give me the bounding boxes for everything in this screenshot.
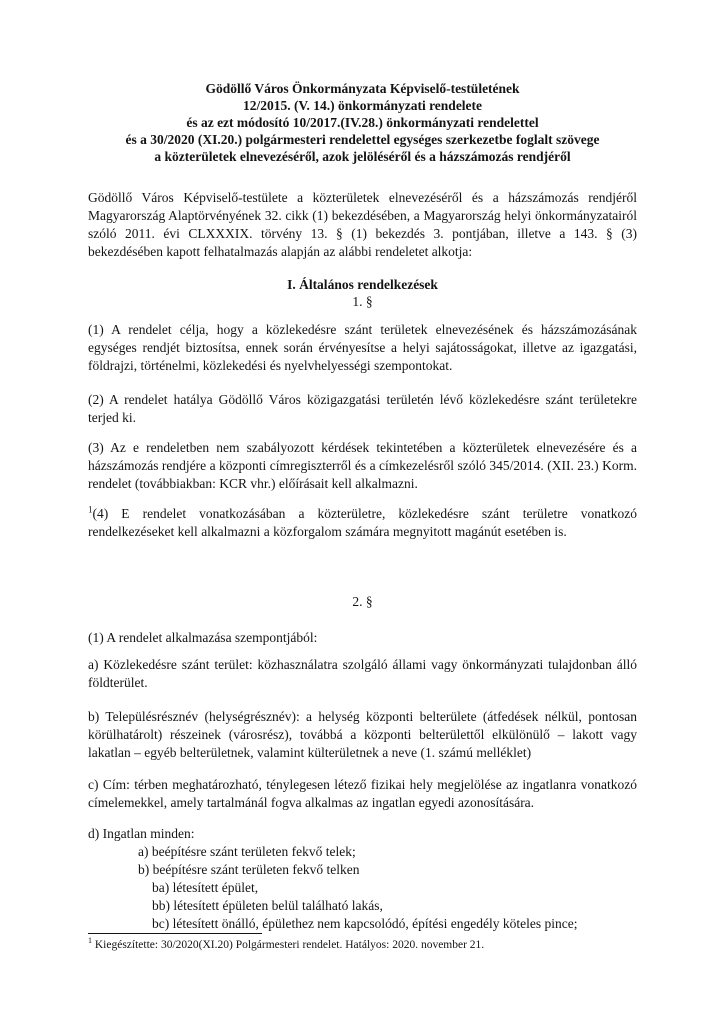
title-line-5: a közterületek elnevezéséről, azok jelöléséről és a házszámozás rendjéről xyxy=(154,149,571,164)
title-line-4: és a 30/2020 (XI.20.) polgármesteri rendelettel egységes szerkezetbe foglalt szövege xyxy=(125,132,600,147)
definition-d-sublist xyxy=(88,843,637,933)
title-line-2: 12/2015. (V. 14.) önkormányzati rendelete xyxy=(242,98,483,113)
footnote-marker: 1 xyxy=(88,936,92,946)
paragraph-1-2: (2) A rendelet hatálya Gödöllő Város közigazgatási területén lévő közlekedésre szánt területekre terjed ki. xyxy=(88,392,637,425)
definition-a: a) Közlekedésre szánt terület: közhasználatra szolgáló állami vagy önkormányzati tulajdonban álló földterület. xyxy=(88,657,637,690)
section-2-number: 2. § xyxy=(352,594,373,609)
sublist-item-b: b) beépítésre szánt területen fekvő telken xyxy=(138,862,360,877)
footnote-divider xyxy=(88,933,262,934)
paragraph-2-intro: (1) A rendelet alkalmazása szempontjából: xyxy=(88,630,318,645)
footnote-body: Kiegészítette: 30/2020(XI.20) Polgármesteri rendelet. Hatályos: 2020. november 21. xyxy=(92,939,485,951)
paragraph-1-4 xyxy=(88,505,637,541)
sublist-item-a: a) beépítésre szánt területen fekvő telek; xyxy=(138,844,356,859)
title-block xyxy=(88,80,637,165)
title-line-3: és az ezt módosító 10/2017.(IV.28.) önkormányzati rendelettel xyxy=(186,115,539,130)
footnote-text xyxy=(88,938,637,953)
title-line-1: Gödöllő Város Önkormányzata Képviselő-testületének xyxy=(205,81,520,96)
definition-b: b) Településrésznév (helységrésznév): a helység központi belterülete (átfedések nélkül, pontosan körülhatárolt) részeinek (városrész), továbbá a központi belterülettől elkülönülő – lakott vagy lakatlan – egyéb belterületnek, valamint külterületnek a neve (1. számú melléklet) xyxy=(88,709,637,760)
section-1-number: 1. § xyxy=(352,294,373,309)
footnote-ref-marker: 1 xyxy=(88,504,93,515)
paragraph-1-1: (1) A rendelet célja, hogy a közlekedésre szánt területek elnevezésének és házszámozásának egységes rendjét biztosítsa, ennek során érvényesítse a helyi sajátosságokat, illetve az igazgatási, földrajzi, történelmi, közlekedési és nyelvhelyességi szempontokat. xyxy=(88,322,637,373)
paragraph-1-3: (3) Az e rendeletben nem szabályozott kérdések tekintetében a közterületek elnevezésére és a házszámozás rendjére a központi címregiszterről és a címkezelésről szóló 345/2014. (XII. 23.) Korm. rendelet (továbbiakban: KCR vhr.) előírásait kell alkalmazni. xyxy=(88,440,637,491)
preamble-paragraph: Gödöllő Város Képviselő-testülete a közterületek elnevezéséről és a házszámozás rendjéről Magyarország Alaptörvényének 32. cikk (1) bekezdésében, a Magyarország helyi önkormányzatairól szóló 2011. évi CLXXXIX. törvény 13. § (1) bekezdés 3. pontjában, illetve a 143. § (3) bekezdésében kapott felhatalmazás alapján az alábbi rendeletet alkotja: xyxy=(88,190,637,259)
sublist-item-bc: bc) létesített önálló, épülethez nem kapcsolódó, építési engedély köteles pince; xyxy=(152,916,578,931)
definition-c: c) Cím: térben meghatározható, ténylegesen létező fizikai hely megjelölése az ingatlanra vonatkozó címelemekkel, amely tartalmánál fogva alkalmas az ingatlan egyedi azonosítására. xyxy=(88,777,637,810)
sublist-item-ba: ba) létesített épület, xyxy=(152,880,259,895)
sublist-item-bb: bb) létesített épületen belül található lakás, xyxy=(152,898,383,913)
definition-d: d) Ingatlan minden: xyxy=(88,826,195,841)
footnote-block xyxy=(88,933,637,953)
document-content xyxy=(88,80,637,933)
paragraph-1-4-text: (4) E rendelet vonatkozásában a közterületre, közlekedésre szánt területre vonatkozó rendelkezéseket kell alkalmazni a közforgalom számára megnyitott magánút esetében is. xyxy=(88,506,637,539)
chapter-1-heading: I. Általános rendelkezések xyxy=(287,277,438,292)
